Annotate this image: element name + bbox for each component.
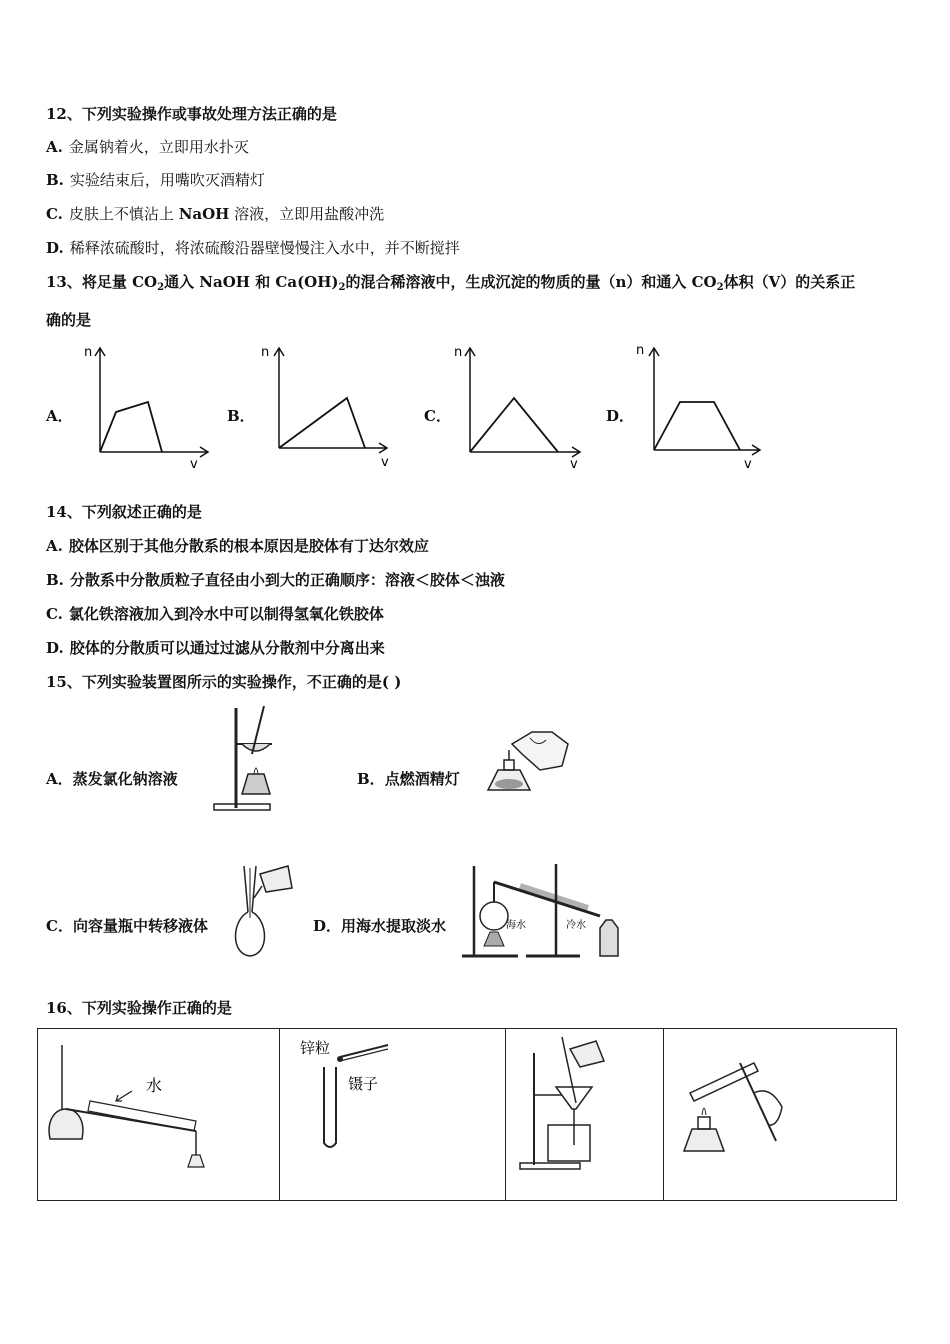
option-text: 点燃酒精灯 bbox=[384, 770, 460, 788]
heating-test-tube-icon bbox=[680, 1041, 880, 1191]
q15-option-d[interactable] bbox=[313, 915, 446, 936]
y-label: n bbox=[454, 345, 463, 360]
volumetric-flask-icon bbox=[226, 862, 306, 962]
q15-option-a[interactable] bbox=[46, 768, 178, 789]
graph-b[interactable] bbox=[257, 340, 397, 475]
q16-stem: 16、下列实验操作正确的是 bbox=[46, 999, 232, 1017]
q16-cell-3[interactable] bbox=[506, 1029, 664, 1201]
graph-c[interactable] bbox=[450, 340, 590, 475]
q12-option-d[interactable] bbox=[46, 238, 460, 258]
zinc-label: 锌粒 bbox=[300, 1039, 331, 1057]
evaporation-apparatus-icon bbox=[206, 700, 286, 815]
tweezers-label: 镊子 bbox=[348, 1075, 379, 1093]
alcohol-lamp-icon bbox=[482, 726, 572, 801]
q14-stem: 14、下列叙述正确的是 bbox=[46, 503, 202, 521]
option-text: 胶体的分散质可以通过过滤从分散剂中分离出来 bbox=[69, 639, 385, 657]
option-text: 分散系中分散质粒子直径由小到大的正确顺序：溶液＜胶体＜浊液 bbox=[69, 571, 505, 589]
x-label: v bbox=[570, 457, 578, 472]
q13-stem-line2: 确的是 bbox=[46, 311, 92, 329]
option-text: 蒸发氯化钠溶液 bbox=[72, 770, 178, 788]
seawater-label: 海水 bbox=[506, 920, 526, 931]
q12-stem: 12、下列实验操作或事故处理方法正确的是 bbox=[46, 105, 337, 123]
subscript: 2 bbox=[157, 282, 165, 293]
water-label: 水 bbox=[146, 1076, 163, 1095]
y-label: n bbox=[261, 345, 270, 360]
q14-option-b[interactable] bbox=[46, 570, 505, 590]
option-letter: C. bbox=[46, 205, 63, 223]
option-text: 金属钠着火，立即用水扑灭 bbox=[68, 138, 249, 156]
distillation-setup-icon bbox=[46, 1039, 246, 1189]
curve-d bbox=[654, 402, 740, 450]
option-letter: D． bbox=[313, 917, 342, 935]
option-text-post: 溶液，立即用盐酸冲洗 bbox=[229, 205, 385, 223]
option-text: 胶体区别于其他分散系的根本原因是胶体有丁达尔效应 bbox=[68, 537, 429, 555]
q12-option-c[interactable] bbox=[46, 204, 384, 224]
q16-cell-1[interactable] bbox=[38, 1029, 280, 1201]
option-letter: A. bbox=[46, 537, 63, 555]
option-text-pre: 皮肤上不慎沾上 bbox=[68, 205, 179, 223]
y-label: n bbox=[636, 343, 645, 358]
option-text: 用海水提取淡水 bbox=[341, 917, 447, 935]
graph-d[interactable] bbox=[632, 340, 772, 475]
graph-c-letter[interactable]: C． bbox=[424, 407, 451, 425]
option-letter: B. bbox=[46, 571, 64, 589]
graph-d-letter[interactable]: D． bbox=[606, 407, 635, 425]
curve-b bbox=[279, 398, 365, 448]
option-letter: A． bbox=[46, 770, 73, 788]
q15-option-c[interactable] bbox=[46, 915, 208, 936]
subscript: 2 bbox=[716, 282, 724, 293]
q14-option-d[interactable] bbox=[46, 638, 385, 658]
q16-cell-2[interactable] bbox=[280, 1029, 506, 1201]
option-letter: B． bbox=[357, 770, 385, 788]
curve-a bbox=[100, 402, 162, 452]
distillation-apparatus-icon bbox=[460, 858, 630, 962]
graph-a-letter[interactable]: A． bbox=[46, 407, 73, 425]
q14-option-c[interactable] bbox=[46, 604, 384, 624]
x-label: v bbox=[190, 457, 198, 472]
option-letter: D. bbox=[46, 239, 64, 257]
y-label: n bbox=[84, 345, 93, 360]
option-letter: D. bbox=[46, 639, 64, 657]
q16-options-table bbox=[37, 1028, 897, 1201]
q12-option-a[interactable] bbox=[46, 137, 249, 157]
option-text-bold: NaOH bbox=[178, 205, 230, 223]
option-letter: B. bbox=[46, 171, 64, 189]
stem-part: 体积（V）的关系正 bbox=[723, 273, 856, 291]
coldwater-label: 冷水 bbox=[566, 920, 586, 931]
x-label: v bbox=[381, 455, 389, 470]
option-letter: A. bbox=[46, 138, 63, 156]
option-text: 氯化铁溶液加入到冷水中可以制得氢氧化铁胶体 bbox=[68, 605, 384, 623]
q15-stem: 15、下列实验装置图所示的实验操作，不正确的是( ) bbox=[46, 673, 402, 691]
option-text: 稀释浓硫酸时，将浓硫酸沿器壁慢慢注入水中，并不断搅拌 bbox=[69, 239, 460, 257]
zinc-test-tube-icon bbox=[292, 1035, 492, 1185]
q13-stem bbox=[46, 272, 855, 298]
q14-option-a[interactable] bbox=[46, 536, 429, 556]
q16-cell-4[interactable] bbox=[664, 1029, 897, 1201]
option-text: 向容量瓶中转移液体 bbox=[72, 917, 208, 935]
q15-option-b[interactable] bbox=[357, 768, 460, 789]
subscript: 2 bbox=[338, 282, 346, 293]
q12-option-b[interactable] bbox=[46, 170, 265, 190]
option-letter: C. bbox=[46, 605, 63, 623]
stem-part: 通入 NaOH 和 Ca(OH) bbox=[164, 273, 339, 291]
graph-a[interactable] bbox=[78, 340, 218, 475]
graph-b-letter[interactable]: B． bbox=[227, 407, 255, 425]
curve-c bbox=[470, 398, 558, 452]
stem-part: 的混合稀溶液中，生成沉淀的物质的量（n）和通入 CO bbox=[345, 273, 717, 291]
option-text: 实验结束后，用嘴吹灭酒精灯 bbox=[69, 171, 265, 189]
option-letter: C． bbox=[46, 917, 73, 935]
filtration-setup-icon bbox=[514, 1033, 664, 1183]
stem-part: 13、将足量 CO bbox=[46, 273, 158, 291]
x-label: v bbox=[744, 457, 752, 472]
